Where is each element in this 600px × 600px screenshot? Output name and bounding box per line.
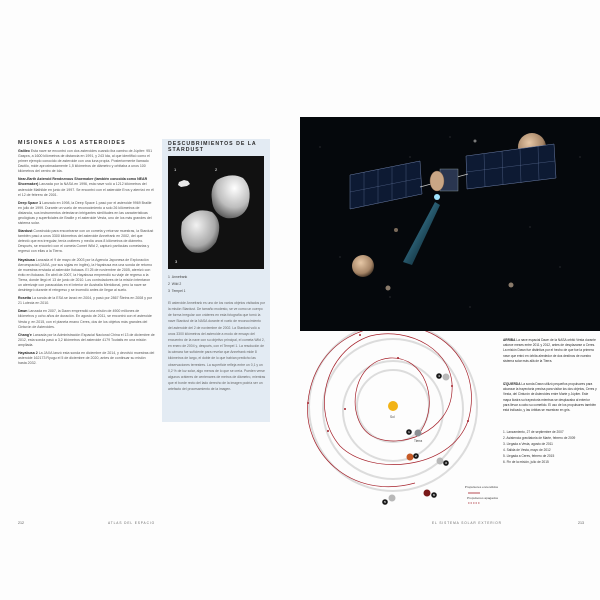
asteroids-photo <box>168 156 264 269</box>
right-page <box>300 0 600 600</box>
sidebar-text: El asteroide Annefrank es uno de los varios objetos visitados por la misión Stardust. De tamaño modesto, se ve como un cuerpo de forma irregular con cráteres en esta fotografía que tomó la nave Stardust de la NASA durante el vuelo de reconocimiento del asteroide del 2 de noviembre de 2002. La Stardust voló a unos 3300 kilómetros del asteroide a modo de ensayo del encuentro de la nave con su objetivo principal, el cometa Wild 2, en enero de 2004 y, después, con el Tempel 1. La resolución de la cámara fue suficiente para revelar que Annefrank mide 8 kilómetros de largo, el doble de lo que habían predicho las observaciones terrestres. La superficie refleja entre un 0,1 y un 0,2 % de luz solar, algo menos de lo que se creía. Pueden verse algunos cráteres de centenares de metros de diámetro, mientras que el borde recto del lado derecho de la imagen podría ser un artefacto del procesamiento de la imagen. <box>168 301 266 392</box>
missions-column <box>18 149 155 369</box>
legend-item: 1 Annefrank <box>168 275 188 279</box>
mission-entry: Hayabusa 2 La JAXA lanzó esta sonda en diciembre de 2014, y devolvió muestras del asteroide 162173 Ryugu el 5 de diciembre de 2020, antes de continuar su misión hasta 2032. <box>18 351 155 366</box>
space-scene <box>300 117 600 331</box>
mission-steps-list <box>503 430 597 465</box>
antenna-dish <box>430 171 444 191</box>
small-asteroid <box>509 283 514 288</box>
sun-label: Sol <box>390 415 395 419</box>
ceres-icon <box>424 490 431 497</box>
tempel1-shape <box>181 210 219 253</box>
mars-icon <box>407 454 414 461</box>
mission-entry: Hayabusa Lanzada el 9 de mayo de 2003 por la Agencia Japonesa de Exploración Aeroespacial (JAXA, por sus siglas en inglés), la Hayabusa era una sonda de retorno de muestras enviada al asteroide Itokawa. El 25 de noviembre de 2005, aterrizó con éxito en Itokawa. En abril de 2007, la Hayabusa emprendió su viaje de regreso a la Tierra, donde llegó el 13 de junio de 2010. Los controladores de la misión intentaron un aterrizaje con paracaídas en el interior de Australia Meridional, pero la nave se desintegró durante el reingreso y se incendió antes de llegar al suelo. <box>18 257 153 292</box>
photo-label: 3 <box>175 259 178 264</box>
step-item: 1. Lanzamiento, 27 de septiembre de 2007 <box>503 430 564 434</box>
small-asteroid <box>474 140 477 143</box>
mission-entry: Stardust Construido para encontrarse con un cometa y retornar muestras, la Stardust también pasó a unos 3300 kilómetros del asteroide Annefrank en 2002, del que detectó que era irregular, tenía cráteres y medía unos 8 kilómetros de diámetro. Después, se encontró con el cometa Comet Wild 2, capturó partículas cometarias y regresó con ellas a la Tierra. <box>18 229 154 254</box>
running-head-left: ATLAS DEL ESPACIO <box>108 521 155 525</box>
ceres-icon <box>389 495 396 502</box>
mission-entry: Rosetta La sonda de la ESA se lanzó en 2004, y pasó por 2867 Šteins en 2008 y por 21 Lutecia en 2010. <box>18 296 153 306</box>
earth-label: Tierra <box>414 439 423 443</box>
small-asteroid <box>386 286 391 291</box>
step-marker-label: 1 <box>408 430 410 435</box>
caption-top: ARRIBA La nave espacial Dawn de la NASA orbitó Vesta durante catorce meses entre 2011 y 2012, antes de desplazarse a Ceres. La misión Dawn fue distintiva por el hecho de que fue la primera nave que entró en órbita alrededor de dos destinos de nuestro sistema solar más allá de la Tierra. <box>503 338 596 363</box>
sun-icon <box>388 401 398 411</box>
legend-item: 2 Wild 2 <box>168 281 182 286</box>
mission-entry: Galileo Esta nave se encontró con dos asteroides cuando iba camino de Júpiter: 951 Gaspra, a 1600 kilómetros de distancia en 1991, y 243 Ida, al que identificó como el primer ejemplo conocido de asteroide con una luna propia. Posteriormente llamado Dactilo, mide aproximadamente 1,5 kilómetros de diámetro y orbitaba a unos 100 kilómetros del centro de Ida. <box>18 149 153 174</box>
legend-thrusters-off: Propulsores apagados <box>467 496 498 500</box>
wild2-shape <box>212 175 250 218</box>
page-number-right: 213 <box>578 521 584 525</box>
mission-entry: Chang'e Lanzada por la Administración Espacial Nacional China el 13 de diciembre de 2012, esta sonda pasó a 3,2 kilómetros del asteroide 4179 Toutatis en una misión ampliada. <box>18 332 155 347</box>
step-marker-label: 2 <box>415 454 417 459</box>
mission-entry: Near-Earth Asteroid Rendezvous Shoemaker (también conocida como NEAR Shoemaker) Lanzada por la NASA en 1996, esta nave voló a 1212 kilómetros del asteroide Mathilde en junio de 1997. Se encontró con el asteroide Eros y aterrizó en él el 12 de febrero de 2001. <box>18 177 154 197</box>
vesta-asteroid <box>352 255 374 277</box>
step-marker-label: 6 <box>433 493 435 498</box>
section-title: MISIONES A LOS ASTEROIDES <box>18 140 126 146</box>
step-marker-label: 5 <box>384 500 386 505</box>
asteroids-illustration <box>168 156 264 269</box>
step-item: 6. Fin de la misión, julio de 2015 <box>503 459 549 464</box>
running-head-right: EL SISTEMA SOLAR EXTERIOR <box>432 521 502 525</box>
mission-entry: Deep Space 1 Lanzado en 1998, la Deep Space 1 pasó por el asteroide 9969 Braille en julio de 1999. Durante un vuelo de reconocimiento a solo 26 kilómetros de distancia, sus instrumentos detectaron intrigantes similitudes en las características geológicas y superficiales de Braille y el asteroide Vesta, uno de los más grandes del sistema solar. <box>18 200 152 225</box>
legend-thrusters-on: Propulsores encendidos <box>464 485 498 489</box>
legend-item: 3 Tempel 1 <box>168 288 186 293</box>
step-item: 4. Salida de Vesta, mayo de 2012 <box>503 447 551 452</box>
legend-line-samples <box>468 492 482 504</box>
earth-icon <box>415 430 422 437</box>
vesta-icon <box>443 374 450 381</box>
step-item: 5. Llegada a Ceres, febrero de 2015 <box>503 453 555 458</box>
step-marker-label: 3 <box>445 461 447 466</box>
caption-bottom: IZQUIERDA La sonda Dawn utilizó pequeños propulsores para alcanzar la trayectoria precisa para visitar los dos objetos, Ceres y Vesta, del Cinturón de Asteroides entre Marte y Júpiter. Este mapa ilustra su trayectoria mientras se desplazaba al exterior para llevar a cabo su cometido. El uso de los propulsores también está indicado, y las órbitas se muestran en gris. <box>503 382 597 413</box>
step-marker-label: 4 <box>438 374 440 379</box>
vesta-icon <box>437 458 444 465</box>
photo-legend <box>168 274 187 294</box>
page-number-left: 212 <box>18 521 24 525</box>
thruster-glow <box>434 194 440 200</box>
dawn-spacecraft-illustration <box>300 117 600 331</box>
step-item: 2. Asistencia gravitatoria de Marte, febrero de 2009 <box>503 435 576 440</box>
mission-entry: Dawn Lanzada en 2007, la Dawn emprendió una misión de 4900 millones de kilómetros y ocho años de duración. En agosto de 2011, se encontró con el asteroide Vesta y, en 2015, con el planeta enano Ceres, dos de los objetos más grandes del Cinturón de Asteroides. <box>18 309 152 329</box>
step-item: 3. Llegada a Vesta, agosto de 2011 <box>503 441 553 446</box>
stardust-sidebar <box>162 139 270 422</box>
photo-label: 2 <box>215 167 218 172</box>
sidebar-title: DESCUBRIMIENTOS DE LA STARDUST <box>168 141 257 153</box>
photo-label: 1 <box>174 167 177 172</box>
annefrank-shape <box>178 180 190 187</box>
small-asteroid <box>394 228 398 232</box>
